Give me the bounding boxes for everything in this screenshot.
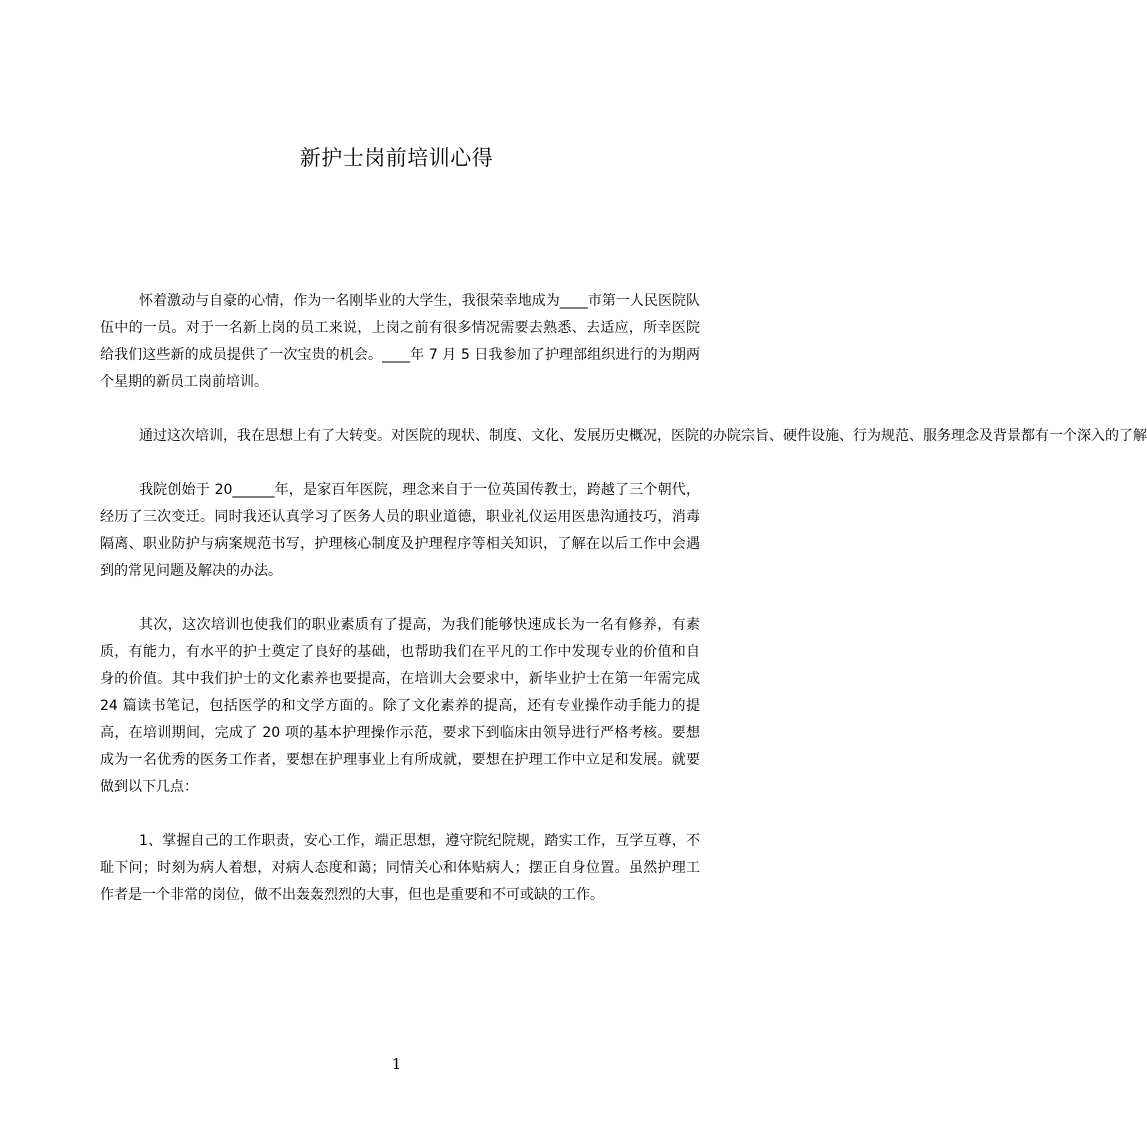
paragraph-hospital-history: 我院创始于 20______年，是家百年医院，理念来自于一位英国传教士，跨越了三个朝代，经历了三次变迁。同时我还认真学习了医务人员的职业道德，职业礼仪运用医患沟通技巧，消毒隔离、职业防护与病案规范书写，护理核心制度及护理程序等相关知识，了解在以后工作中会遇到的常见问题及解决的办法。 [100, 482, 700, 579]
paragraph-training-change: 通过这次培训，我在思想上有了大转变。对医院的现状、制度、文化、发展历史概况，医院的办院宗旨、硬件设施、行为规范、服务理念及背景都有一个深入的了解 [139, 428, 1147, 444]
page-number: 1 [391, 1055, 402, 1073]
paragraph-intro: 怀着激动与自豪的心情，作为一名刚毕业的大学生，我很荣幸地成为____市第一人民医院队伍中的一员。对于一名新上岗的员工来说，上岗之前有很多情况需要去熟悉、去适应，所幸医院给我们这些新的成员提供了一次宝贵的机会。____年 7 月 5 日我参加了护理部组织进行的为期两个星期的新员工岗前培训。 [100, 293, 700, 390]
paragraph-professional-quality: 其次，这次培训也使我们的职业素质有了提高，为我们能够快速成长为一名有修养，有素质，有能力，有水平的护士奠定了良好的基础，也帮助我们在平凡的工作中发现专业的价值和自身的价值。其中我们护士的文化素养也要提高，在培训大会要求中，新毕业护士在第一年需完成 24 篇读书笔记，包括医学的和文学方面的。除了文化素养的提高，还有专业操作动手能力的提高，在培训期间，完成了 20 项的基本护理操作示范，要求下到临床由领导进行严格考核。要想成为一名优秀的医务工作者，要想在护理事业上有所成就，要想在护理工作中立足和发展。就要做到以下几点： [100, 617, 700, 795]
document-title: 新护士岗前培训心得 [299, 146, 494, 170]
paragraph-point-one: 1、掌握自己的工作职责，安心工作，端正思想，遵守院纪院规，踏实工作，互学互尊，不耻下问；时刻为病人着想，对病人态度和蔼；同情关心和体贴病人；摆正自身位置。虽然护理工作者是一个非常的岗位，做不出轰轰烈烈的大事，但也是重要和不可或缺的工作。 [100, 833, 700, 903]
document-body [100, 288, 1147, 936]
